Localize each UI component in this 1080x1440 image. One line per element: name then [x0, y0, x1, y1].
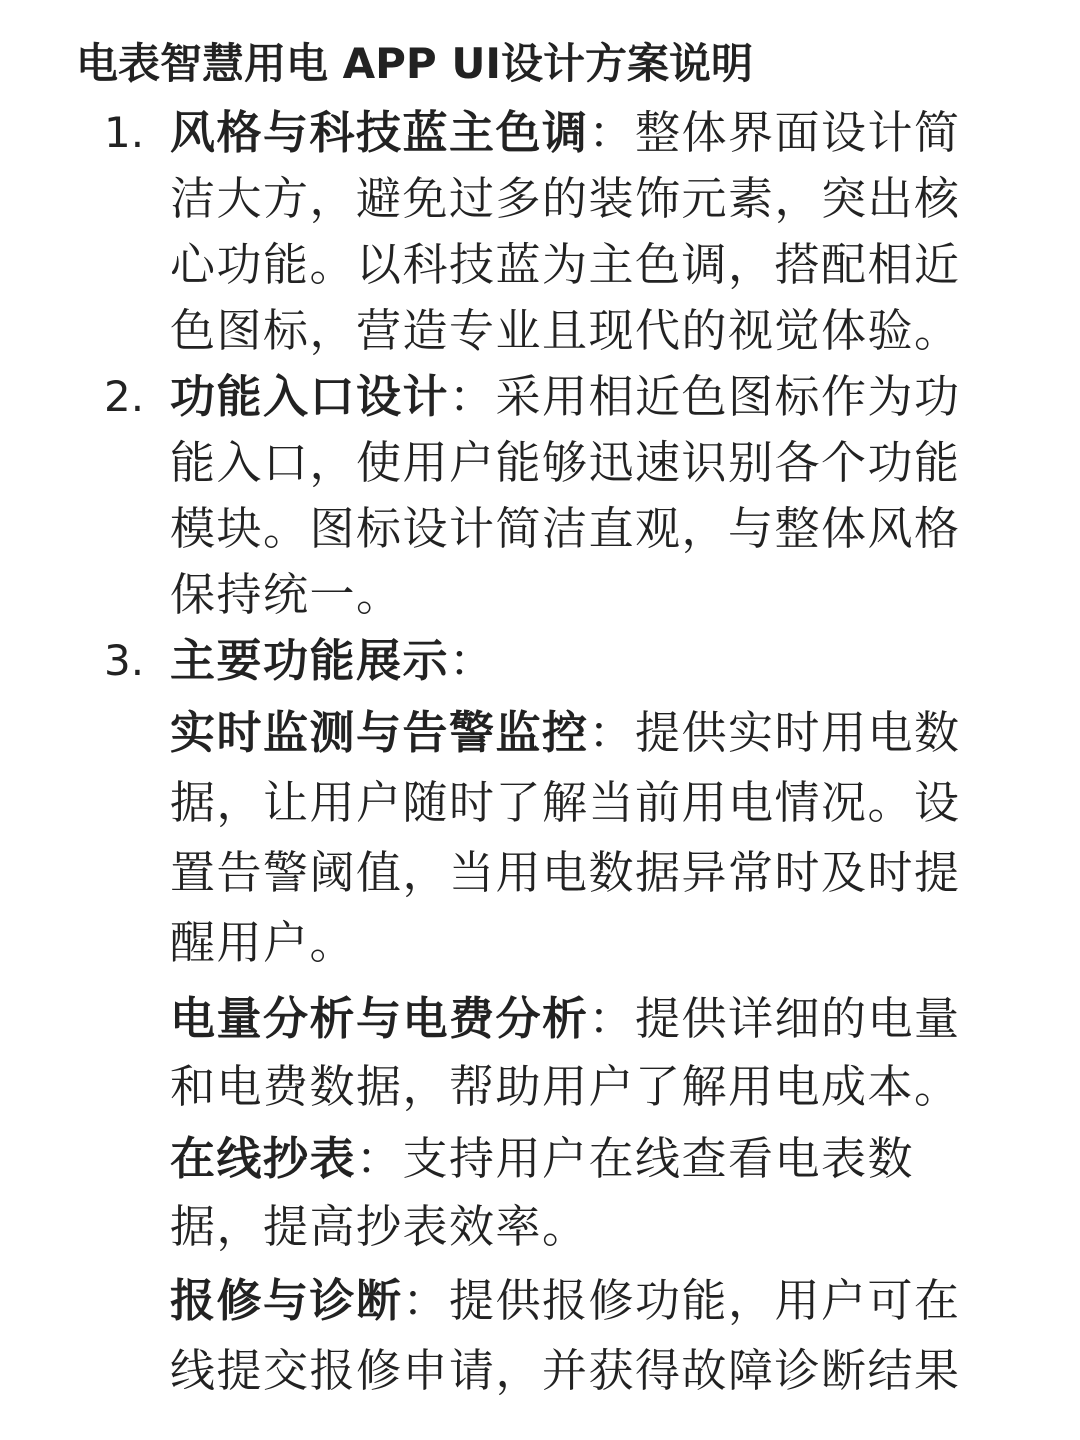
subitem-line — [170, 1268, 961, 1334]
separator: ： — [588, 106, 636, 159]
separator: ： — [449, 370, 496, 423]
separator: ： — [449, 634, 496, 687]
separator: ： — [588, 706, 636, 759]
item-text: 采用相近色图标作为功 — [495, 370, 961, 423]
subitem-heading: 报修与诊断 — [170, 1274, 403, 1327]
list-line: 能入口，使用户能够迅速识别各个功能 — [170, 436, 961, 489]
subitem-line — [170, 700, 961, 766]
list-number: 2. — [104, 372, 145, 421]
separator: ： — [402, 1274, 450, 1327]
subitem-heading: 电量分析与电费分析 — [170, 992, 589, 1045]
subitem-text: 提供详细的电量 — [635, 992, 961, 1045]
list-line: 模块。图标设计简洁直观，与整体风格 — [170, 502, 961, 555]
item-heading: 风格与科技蓝主色调 — [170, 106, 589, 159]
list-number: 1. — [104, 108, 145, 157]
separator: ： — [588, 992, 636, 1045]
separator: ： — [356, 1132, 403, 1185]
subitem-line: 据，提高抄表效率。 — [170, 1200, 589, 1253]
subitem-line: 醒用户。 — [170, 916, 357, 969]
list-line: 色图标，营造专业且现代的视觉体验。 — [170, 304, 961, 357]
list-line — [170, 628, 496, 694]
list-number: 3. — [104, 636, 145, 685]
item-heading: 主要功能展示 — [170, 634, 450, 687]
subitem-line — [170, 986, 961, 1052]
subitem-line: 和电费数据，帮助用户了解用电成本。 — [170, 1060, 961, 1113]
subitem-line: 据，让用户随时了解当前用电情况。设 — [170, 776, 961, 829]
subitem-line: 线提交报修申请，并获得故障诊断结果 — [170, 1344, 961, 1397]
list-line — [170, 100, 961, 166]
subitem-text: 提供实时用电数 — [635, 706, 961, 759]
list-line: 洁大方，避免过多的装饰元素，突出核 — [170, 172, 961, 225]
subitem-text: 提供报修功能，用户可在 — [449, 1274, 961, 1327]
list-line: 保持统一。 — [170, 568, 403, 621]
subitem-text: 支持用户在线查看电表数 — [402, 1132, 915, 1185]
item-heading: 功能入口设计 — [170, 370, 450, 423]
subitem-line — [170, 1126, 914, 1192]
item-text: 整体界面设计简 — [635, 106, 961, 159]
document-title: 电表智慧用电 APP UI设计方案说明 — [76, 39, 754, 88]
list-line — [170, 364, 961, 430]
list-line: 心功能。以科技蓝为主色调，搭配相近 — [170, 238, 961, 291]
subitem-heading: 在线抄表 — [170, 1132, 357, 1185]
subitem-line: 置告警阈值，当用电数据异常时及时提 — [170, 846, 961, 899]
subitem-heading: 实时监测与告警监控 — [170, 706, 589, 759]
